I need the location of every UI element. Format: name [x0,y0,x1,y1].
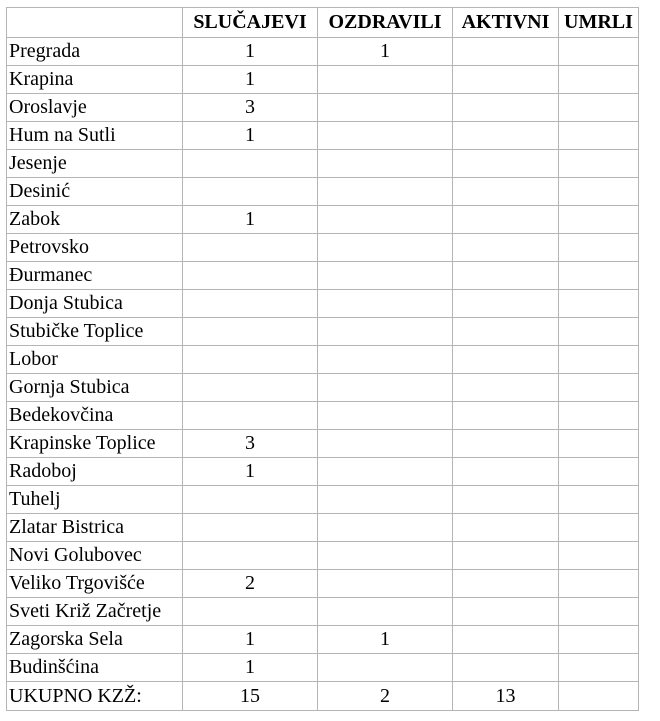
municipality-name: Tuhelj [7,486,183,514]
cell-umrli [559,514,639,542]
cell-aktivni [453,206,559,234]
table-row [7,94,639,122]
table-row [7,234,639,262]
table-row [7,626,639,654]
table-row [7,430,639,458]
cell-slucajevi [183,402,318,430]
municipality-name: Zagorska Sela [7,626,183,654]
cell-aktivni [453,94,559,122]
cell-aktivni [453,514,559,542]
cell-aktivni [453,570,559,598]
table-body [7,38,639,682]
cell-umrli [559,654,639,682]
cell-slucajevi: 1 [183,626,318,654]
cell-umrli [559,486,639,514]
municipality-name: Oroslavje [7,94,183,122]
table-row [7,206,639,234]
cell-umrli [559,346,639,374]
municipality-name: Hum na Sutli [7,122,183,150]
cell-aktivni [453,38,559,66]
table-row [7,122,639,150]
municipality-name: Petrovsko [7,234,183,262]
cell-slucajevi [183,234,318,262]
cell-umrli [559,374,639,402]
table-row [7,346,639,374]
municipality-name: Veliko Trgovišće [7,570,183,598]
cell-ozdravili [318,346,453,374]
municipality-name: Pregrada [7,38,183,66]
cell-ozdravili [318,234,453,262]
cell-ozdravili [318,66,453,94]
cell-ozdravili [318,542,453,570]
cell-ozdravili: 1 [318,38,453,66]
cell-slucajevi: 2 [183,570,318,598]
cell-ozdravili [318,262,453,290]
cell-aktivni [453,318,559,346]
cell-aktivni [453,234,559,262]
municipality-name: Jesenje [7,150,183,178]
cell-slucajevi [183,346,318,374]
cell-ozdravili [318,654,453,682]
header-cell-ozdravili: OZDRAVILI [318,8,453,38]
table-row [7,570,639,598]
cell-aktivni [453,346,559,374]
municipality-name: Lobor [7,346,183,374]
cell-slucajevi: 1 [183,654,318,682]
cell-slucajevi [183,514,318,542]
cell-umrli [559,150,639,178]
cell-slucajevi: 1 [183,206,318,234]
cell-umrli [559,542,639,570]
cell-slucajevi [183,542,318,570]
cell-umrli [559,94,639,122]
cell-aktivni [453,486,559,514]
cell-ozdravili [318,598,453,626]
cell-umrli [559,318,639,346]
cell-aktivni [453,290,559,318]
cell-slucajevi [183,318,318,346]
municipality-name: Novi Golubovec [7,542,183,570]
table-row [7,318,639,346]
table-row [7,514,639,542]
municipality-name: Sveti Križ Začretje [7,598,183,626]
table-row [7,66,639,94]
table-row [7,290,639,318]
cell-ozdravili [318,374,453,402]
cell-umrli [559,66,639,94]
cell-aktivni [453,626,559,654]
table-row [7,374,639,402]
cell-umrli [559,262,639,290]
cell-ozdravili [318,402,453,430]
cell-umrli [559,234,639,262]
cell-slucajevi [183,150,318,178]
cell-aktivni [453,262,559,290]
municipality-name: Stubičke Toplice [7,318,183,346]
table-row [7,542,639,570]
cell-ozdravili [318,570,453,598]
cell-slucajevi [183,374,318,402]
cell-umrli [559,598,639,626]
cell-ozdravili [318,206,453,234]
cell-aktivni [453,458,559,486]
table-row [7,402,639,430]
cell-aktivni [453,430,559,458]
cell-slucajevi [183,178,318,206]
cell-slucajevi: 3 [183,430,318,458]
municipality-name: Đurmanec [7,262,183,290]
cell-ozdravili [318,94,453,122]
table-row [7,598,639,626]
cell-ozdravili [318,514,453,542]
table-row [7,486,639,514]
cell-umrli [559,570,639,598]
cell-aktivni [453,654,559,682]
cell-aktivni [453,598,559,626]
total-label: UKUPNO KZŽ: [7,682,183,711]
cell-ozdravili: 1 [318,626,453,654]
cell-umrli [559,290,639,318]
cell-ozdravili [318,430,453,458]
municipality-name: Gornja Stubica [7,374,183,402]
municipality-name: Radoboj [7,458,183,486]
cell-aktivni [453,66,559,94]
total-aktivni: 13 [453,682,559,711]
cell-slucajevi [183,598,318,626]
header-cell-slucajevi: SLUČAJEVI [183,8,318,38]
cell-slucajevi: 1 [183,66,318,94]
municipality-name: Krapina [7,66,183,94]
municipality-name: Budinšćina [7,654,183,682]
cell-ozdravili [318,178,453,206]
header-cell-aktivni: AKTIVNI [453,8,559,38]
cell-aktivni [453,402,559,430]
cell-ozdravili [318,458,453,486]
cell-ozdravili [318,318,453,346]
cell-slucajevi: 1 [183,122,318,150]
municipality-name: Desinić [7,178,183,206]
table-row [7,262,639,290]
cell-ozdravili [318,290,453,318]
cell-slucajevi: 1 [183,458,318,486]
cell-aktivni [453,374,559,402]
table-row [7,150,639,178]
total-row [7,682,639,711]
cell-umrli [559,402,639,430]
cell-slucajevi [183,486,318,514]
header-cell-umrli: UMRLI [559,8,639,38]
municipality-name: Zlatar Bistrica [7,514,183,542]
total-slucajevi: 15 [183,682,318,711]
cell-umrli [559,626,639,654]
cell-umrli [559,178,639,206]
cell-aktivni [453,178,559,206]
cell-aktivni [453,150,559,178]
table-row [7,458,639,486]
header-cell-blank [7,8,183,38]
cell-aktivni [453,542,559,570]
cell-ozdravili [318,486,453,514]
cell-slucajevi: 1 [183,38,318,66]
cell-umrli [559,122,639,150]
cell-ozdravili [318,122,453,150]
cases-table [6,7,639,711]
municipality-name: Donja Stubica [7,290,183,318]
cell-umrli [559,430,639,458]
cell-slucajevi [183,290,318,318]
cell-slucajevi: 3 [183,94,318,122]
cell-slucajevi [183,262,318,290]
table-row [7,178,639,206]
header-row [7,8,639,38]
cell-ozdravili [318,150,453,178]
total-ozdravili: 2 [318,682,453,711]
table-row [7,38,639,66]
cell-umrli [559,206,639,234]
cell-umrli [559,458,639,486]
cell-aktivni [453,122,559,150]
total-umrli [559,682,639,711]
municipality-name: Bedekovčina [7,402,183,430]
municipality-name: Krapinske Toplice [7,430,183,458]
table-row [7,654,639,682]
cell-umrli [559,38,639,66]
municipality-name: Zabok [7,206,183,234]
